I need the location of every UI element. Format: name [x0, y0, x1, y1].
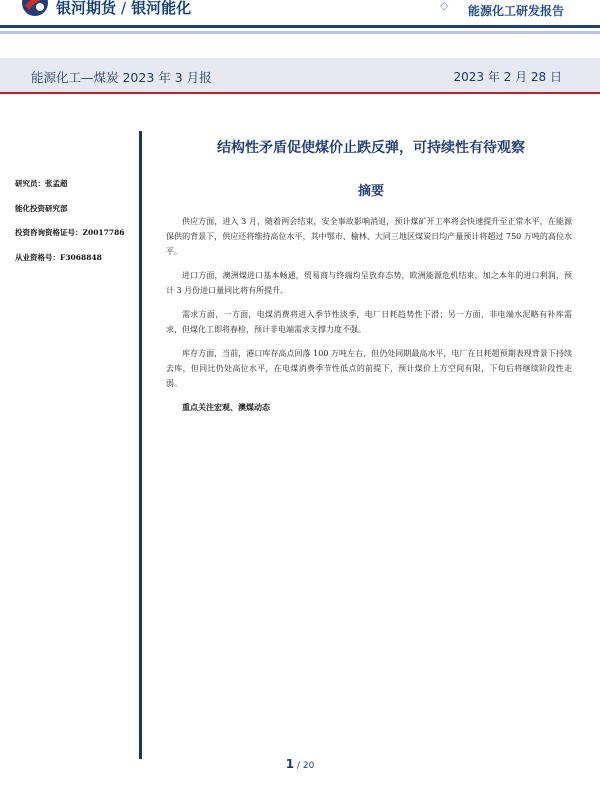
- galaxy-logo-icon: [20, 0, 50, 18]
- abstract-heading: 摘要: [357, 184, 384, 199]
- brand-separator: /: [121, 0, 127, 17]
- author-sidebar: [15, 172, 145, 270]
- report-title-band: [0, 58, 600, 92]
- page-number: [0, 757, 600, 771]
- header: [0, 0, 600, 22]
- band-divider-red: [0, 92, 600, 94]
- sidebar-divider: [139, 131, 142, 759]
- brand-sub: 银河能化: [131, 0, 192, 17]
- practice-cert-number: 从业资格号：F3068848: [15, 252, 102, 262]
- paragraph-demand: 需求方面，一方面，电煤消费将进入季节性淡季，电厂日耗趋势性下滑；另一方面，非电端水泥略有补库需求，但煤化工即将春检，预计非电端需求支撑力度不强。: [166, 310, 572, 334]
- report-title: 能源化工—煤炭 2023 年 3 月报: [31, 70, 212, 85]
- diamond-icon: ◇: [440, 0, 449, 12]
- research-team: 能化投资研究部: [15, 203, 68, 213]
- paragraph-supply: 供应方面，进入 3 月，随着两会结束，安全事故影响消退，预计煤矿开工率将会快速提升至正常水平，在能源保供的背景下，供应还将维持高位水平，其中鄂市、榆林、大同三地区煤炭日均产量预计将超过 750 万吨的高位水平。: [166, 217, 572, 256]
- abstract-body: [166, 214, 572, 424]
- header-divider-light: [0, 31, 600, 34]
- advisor-cert-number: 投资咨询资格证号：Z0017786: [15, 228, 125, 237]
- document-title: 结构性矛盾促使煤价止跌反弹，可持续性有待观察: [217, 140, 525, 156]
- page-total: 20: [302, 761, 315, 771]
- brand-main: 银河期货: [56, 0, 117, 17]
- paragraph-inventory: 库存方面，当前，港口库存高点回落 100 万吨左右，但仍处同期最高水平，电厂在日耗超预期表现背景下持续去库，但同比仍处高位水平，在电煤消费季节性低点的前提下，预计煤价上方空间有限，下旬后将继续阶段性走弱。: [166, 349, 572, 388]
- brand-name: [56, 0, 191, 18]
- report-date: 2023 年 2 月 28 日: [453, 70, 562, 84]
- page-current: 1: [285, 757, 295, 771]
- paragraph-import: 进口方面，澳洲煤进口基本畅通，贸易商与终端均呈放弃态势，欧洲能源危机结束，加之本年的进口利润，预计 3 月份进口量同比将有所提升。: [166, 271, 572, 295]
- department-label: 能源化工研发报告: [468, 4, 565, 18]
- focus-note: 重点关注宏观、澳煤动态: [182, 402, 270, 412]
- header-divider-navy: [0, 25, 600, 28]
- page-separator: /: [296, 761, 300, 771]
- researcher-name: 研究员：张孟超: [15, 179, 68, 188]
